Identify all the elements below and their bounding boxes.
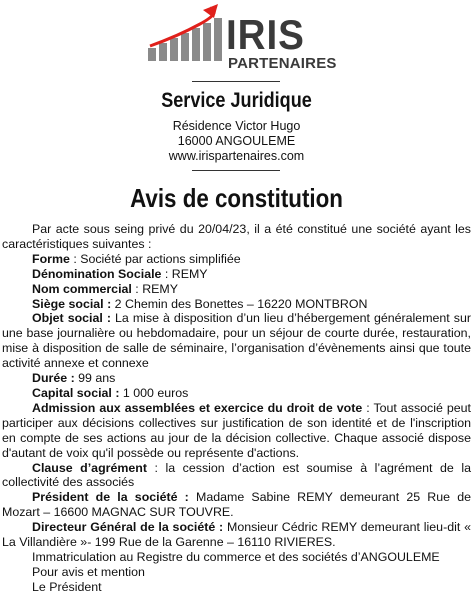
nom-commercial-line [2,282,471,297]
intro-paragraph: Par acte sous seing privé du 20/04/23, il a été constitué une société ayant les caractéristiques suivantes : [2,222,471,251]
website-link[interactable]: www.irispartenaires.com [168,149,305,163]
siege-label: Siège social : [32,296,112,311]
agrement-value: la cession d’action est soumise à l’agrément de la collectivité des associés [2,460,472,490]
agrement-label: Clause d’agrément [32,460,147,475]
notice-title: Avis de constitution [130,183,343,213]
nom-commercial-separator: : [131,281,143,296]
agrement-separator: : [146,460,166,475]
president-label: Président de la société : [32,490,189,505]
capital-line [2,386,471,401]
capital-value: 1 000 euros [122,385,189,400]
admission-paragraph [2,401,471,461]
immatriculation-line: Immatriculation au Registre du commerce et des sociétés d’ANGOULEME [32,549,440,564]
objet-paragraph [2,311,471,371]
address-line-2: 16000 ANGOULEME [177,134,296,148]
capital-label: Capital social : [32,385,120,400]
address-line-1: Résidence Victor Hugo [172,119,301,133]
denomination-separator: : [161,266,172,281]
objet-value: La mise à disposition d’un lieu d’hébergement généralement sur une base journalière ou hebdomadaire, pour un séjour de courte durée, restauration, mise à disposition de salle de séminaire, l’organisation d’évènements ainsi que toute activité annexe et connexe [2,311,471,371]
logo-tagline: PARTENAIRES [228,55,337,72]
contact-block [0,119,473,164]
top-divider [192,81,280,82]
duree-line [2,371,471,386]
admission-separator: : [362,400,374,415]
objet-label: Objet social : [32,311,111,326]
middle-divider [192,170,280,171]
denomination-label: Dénomination Sociale [32,266,162,281]
president-paragraph [2,490,471,520]
pour-avis-line: Pour avis et mention [32,564,145,579]
forme-value: Société par actions simplifiée [80,251,241,266]
duree-value: 99 ans [78,371,116,386]
nom-commercial-value: REMY [142,281,178,296]
denomination-value: REMY [171,266,208,281]
signature-line: Le Président [32,579,102,594]
president-value: Madame Sabine REMY demeurant 25 Rue de Mozart – 16600 MAGNAC SUR TOUVRE. [2,490,471,520]
directeur-label: Directeur Général de la société : [32,520,224,535]
logo-wordmark: IRIS [226,11,305,58]
forme-separator: : [69,251,81,266]
siege-value: 2 Chemin des Bonettes – 16220 MONTBRON [114,296,368,311]
admission-label: Admission aux assemblées et exercice du droit de vote [32,400,363,415]
forme-line [2,252,471,267]
iris-partenaires-logo [148,4,338,70]
denomination-line [2,267,471,282]
notice-body [2,222,471,595]
admission-value: Tout associé peut participer aux décisions collectives sur justification de son identité et de l'inscription en compte de ses actions au jour de la décision collective. Chaque associé dispose d'autant de voix qu'il possède ou représente d'actions. [2,400,472,460]
president-separator [189,490,196,504]
nom-commercial-label: Nom commercial [32,281,132,296]
forme-label: Forme [32,251,70,266]
duree-label: Durée : [32,371,75,386]
directeur-value: Monsieur Cédric REMY demeurant lieu-dit « La Villandière »- 199 Rue de la Garenne – 16110 RIVIERES. [2,520,471,550]
directeur-paragraph [2,520,471,550]
agrement-paragraph [2,461,471,491]
service-title: Service Juridique [161,89,312,112]
siege-line [2,297,471,312]
